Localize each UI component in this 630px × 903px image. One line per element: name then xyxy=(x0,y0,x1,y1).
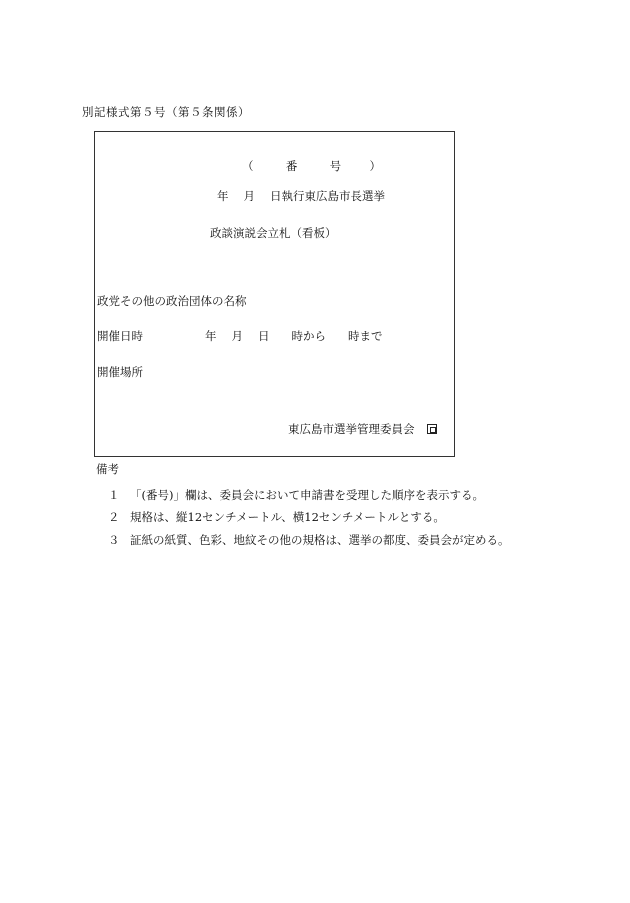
number-label-1: 番 xyxy=(285,159,299,173)
number-close-paren: ） xyxy=(369,159,382,173)
number-open-paren: （ xyxy=(242,159,255,173)
note-number: ２ xyxy=(108,510,120,524)
date-rest: 日執行東広島市長選挙 xyxy=(270,189,385,203)
number-line xyxy=(242,161,382,173)
held-day: 日 xyxy=(258,329,270,343)
held-datetime-value xyxy=(205,331,383,343)
note-number: ３ xyxy=(108,533,120,547)
document-title: 政談演説会立札（看板） xyxy=(210,226,337,240)
note-text: 「(番号)」欄は、委員会において申請書を受理した順序を表示する。 xyxy=(130,488,484,502)
held-datetime-label: 開催日時 xyxy=(97,329,143,343)
notes-heading: 備考 xyxy=(96,462,119,476)
date-year: 年 xyxy=(217,189,229,203)
held-from: 時から xyxy=(291,329,326,343)
number-label-2: 号 xyxy=(329,159,343,173)
note-text: 規格は、縦12センチメートル、横12センチメートルとする。 xyxy=(130,510,445,524)
election-date-line xyxy=(217,191,385,203)
held-to: 時まで xyxy=(348,329,383,343)
note-item xyxy=(108,535,510,547)
form-title: 別記様式第５号（第５条関係） xyxy=(82,105,250,119)
held-month: 月 xyxy=(231,329,243,343)
note-item xyxy=(108,512,445,524)
issuer-name: 東広島市選挙管理委員会 xyxy=(288,422,415,436)
held-place-label: 開催場所 xyxy=(97,365,143,379)
note-item xyxy=(108,490,484,502)
party-name-label: 政党その他の政治団体の名称 xyxy=(97,294,247,308)
note-text: 証紙の紙質、色彩、地紋その他の規格は、選挙の都度、委員会が定める。 xyxy=(130,533,510,547)
held-year: 年 xyxy=(205,329,217,343)
seal-icon xyxy=(427,424,437,434)
issuer xyxy=(288,424,437,436)
date-month: 月 xyxy=(243,189,255,203)
note-number: １ xyxy=(108,488,120,502)
